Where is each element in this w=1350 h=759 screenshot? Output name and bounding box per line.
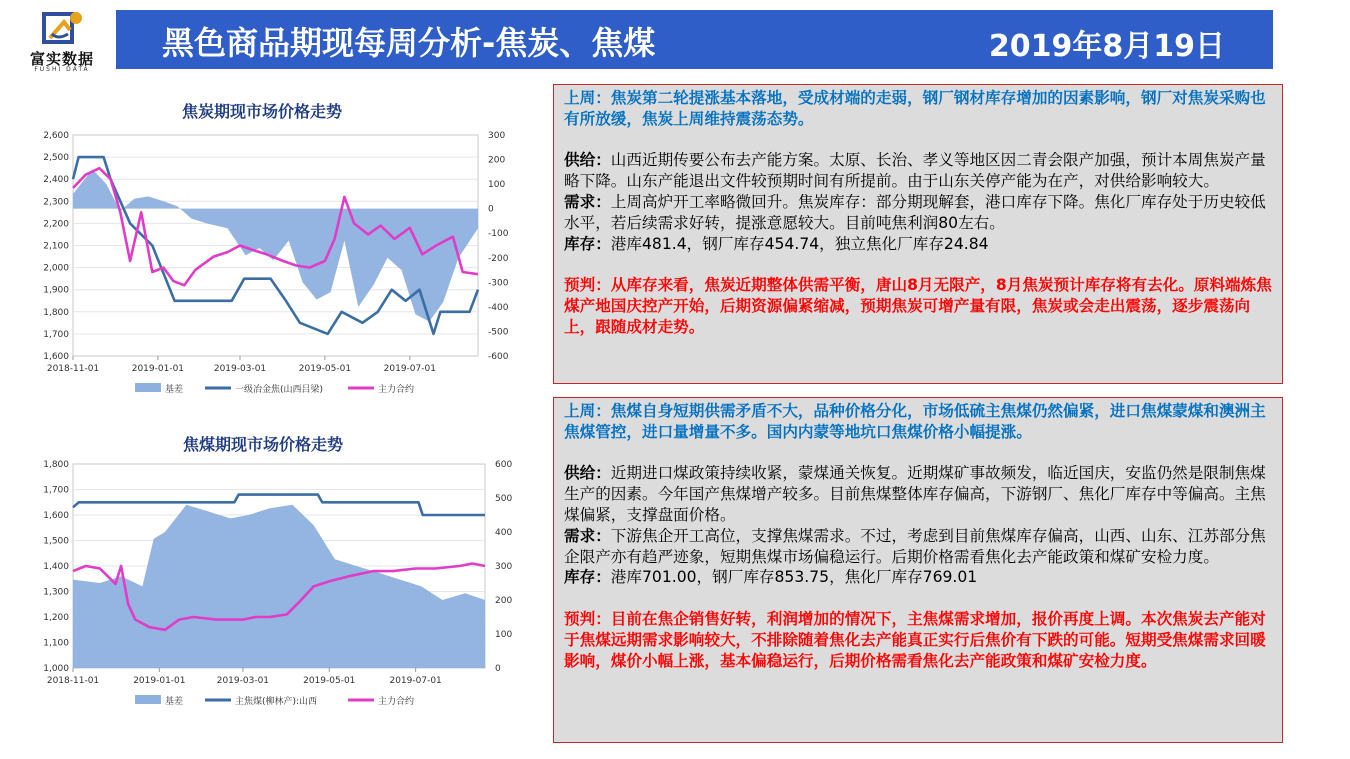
demand-paragraph [564, 526, 1272, 568]
right-tick-label: 0 [495, 664, 501, 674]
right-tick-label: 200 [488, 155, 506, 166]
coke-analysis-panel [553, 84, 1283, 384]
supply-label: 供给： [564, 464, 611, 483]
last-week-text: 焦煤自身短期供需矛盾不大，品种价格分化，市场低硫主焦煤仍然偏紧，进口焦煤蒙煤和澳洲主焦煤管控，进口量增量不多。国内内蒙等地坑口焦煤价格小幅提涨。 [564, 402, 1266, 441]
left-tick-label: 1,600 [43, 352, 69, 362]
x-tick-label: 2019-07-01 [389, 676, 442, 686]
coking-coal-analysis-panel [553, 397, 1283, 743]
forecast-text: 预判：从库存来看，焦炭近期整体供需平衡，唐山8月无限产，8月焦炭预计库存将有去化。原料端炼焦煤产地国庆控产开始，后期资源偏紧缩减，预期焦炭可增产量有限，焦炭或会走出震荡，逐步震荡向上，跟随成材走势。 [564, 276, 1272, 336]
supply-text: 近期进口煤政策持续收紧，蒙煤通关恢复。近期煤矿事故频发，临近国庆，安监仍然是限制焦煤生产的因素。今年国产焦煤增产较多。目前焦煤整体库存偏高，下游钢厂、焦化厂库存中等偏高。主焦煤偏紧，支撑盘面价格。 [564, 464, 1266, 524]
last-week-paragraph [564, 401, 1272, 443]
x-tick-label: 2019-07-01 [383, 364, 436, 374]
legend-label: 主焦煤(柳林产):山西 [235, 697, 318, 707]
right-tick-label: -500 [488, 327, 509, 338]
left-tick-label: 1,200 [43, 613, 69, 623]
left-tick-label: 1,500 [43, 536, 69, 547]
right-tick-label: 600 [495, 460, 513, 470]
left-tick-label: 1,700 [43, 485, 69, 496]
legend-label: 主力合约 [378, 697, 415, 707]
left-tick-label: 1,700 [43, 329, 69, 340]
stock-paragraph [564, 567, 1272, 588]
right-tick-label: -600 [488, 352, 509, 362]
legend-label: 主力合约 [378, 385, 415, 395]
stock-label: 库存： [564, 234, 611, 253]
forecast-text: 预判：目前在焦企销售好转，利润增加的情况下，主焦煤需求增加，报价再度上调。本次焦炭去产能对于焦煤远期需求影响较大，不排除随着焦化去产能真正实行后焦价有下跌的可能。短期受焦煤需求回暖影响，煤价小幅上涨，基本偏稳运行，后期价格需看焦化去产能政策和煤矿安检力度。 [564, 609, 1266, 670]
right-tick-label: 300 [488, 131, 506, 141]
x-tick-label: 2019-05-01 [298, 364, 352, 374]
left-tick-label: 1,600 [43, 511, 69, 521]
x-tick-label: 2018-11-01 [46, 364, 100, 374]
left-tick-label: 2,300 [43, 197, 69, 208]
right-tick-label: 0 [488, 204, 494, 215]
logo-subtitle: FUSHI DATA [34, 66, 90, 73]
legend-swatch-area [135, 695, 161, 704]
right-tick-label: -300 [488, 278, 509, 289]
right-tick-label: 100 [488, 180, 506, 191]
x-tick-label: 2019-05-01 [303, 676, 356, 686]
left-tick-label: 1,100 [43, 638, 69, 649]
demand-label: 需求： [564, 526, 611, 545]
supply-text: 山西近期传要公布去产能方案。太原、长治、孝义等地区因二青会限产加强，预计本周焦炭产量略下降。山东产能退出文件较预期时间有所提前。由于山东关停产能为在产，对供给影响较大。 [564, 151, 1266, 191]
logo-mark-icon [40, 10, 86, 48]
x-tick-label: 2019-01-01 [133, 676, 186, 686]
right-tick-label: 400 [495, 528, 513, 538]
right-tick-label: 100 [495, 630, 513, 640]
stock-paragraph [564, 234, 1272, 255]
legend-label: 基差 [165, 697, 184, 707]
left-tick-label: 1,300 [43, 587, 69, 598]
legend-label: 基差 [165, 385, 184, 395]
left-tick-label: 1,400 [43, 562, 69, 572]
left-tick-label: 1,000 [43, 664, 69, 674]
demand-text: 上周高炉开工率略微回升。焦炭库存：部分期现解套，港口库存下降。焦化厂库存处于历史较低水平，若后续需求好转，提涨意愿较大。目前吨焦利润80左右。 [564, 192, 1266, 232]
right-tick-label: -200 [488, 253, 509, 264]
demand-text: 下游焦企开工高位，支撑焦煤需求。不过，考虑到目前焦煤库存偏高，山西、山东、江苏部分焦企限产亦有趋严迹象，短期焦煤市场偏稳运行。后期价格需看焦化去产能政策和煤矿安检力度。 [564, 526, 1266, 566]
supply-paragraph [564, 150, 1272, 192]
left-tick-label: 2,200 [43, 219, 69, 230]
coking-coal-price-chart [30, 455, 530, 720]
last-week-text: 焦炭第二轮提涨基本落地，受成材端的走弱，钢厂钢材库存增加的因素影响，钢厂对焦炭采购也有所放缓，焦炭上周维持震荡态势。 [564, 89, 1266, 128]
left-tick-label: 1,900 [43, 285, 69, 296]
coking-coal-chart-title: 焦煤期现市场价格走势 [183, 435, 344, 454]
x-tick-label: 2019-01-01 [131, 364, 185, 374]
supply-label: 供给： [564, 151, 611, 170]
stock-text: 港库481.4，钢厂库存454.74，独立焦化厂库存24.84 [610, 234, 989, 253]
left-tick-label: 1,800 [43, 307, 69, 318]
left-tick-label: 2,000 [43, 263, 69, 274]
left-tick-label: 2,100 [43, 241, 69, 252]
x-tick-label: 2019-03-01 [216, 676, 270, 686]
logo-name: 富实数据 [29, 50, 94, 68]
last-week-label: 上周： [564, 89, 611, 107]
stock-text: 港库701.00，钢厂库存853.75，焦化厂库存769.01 [610, 568, 978, 587]
stock-label: 库存： [564, 568, 611, 587]
right-tick-label: -400 [488, 302, 509, 313]
right-tick-label: 500 [495, 494, 513, 504]
demand-paragraph [564, 192, 1272, 234]
x-tick-label: 2018-11-01 [46, 676, 100, 686]
coke-chart-title: 焦炭期现市场价格走势 [182, 102, 343, 121]
right-tick-label: -100 [488, 229, 509, 240]
supply-paragraph [564, 463, 1272, 525]
legend-label: 一级冶金焦(山西吕梁) [235, 385, 324, 395]
brand-logo [8, 8, 116, 74]
left-tick-label: 2,600 [43, 131, 69, 141]
left-tick-label: 2,400 [43, 175, 69, 186]
left-tick-label: 1,800 [43, 460, 69, 470]
x-tick-label: 2019-03-01 [213, 364, 267, 374]
last-week-paragraph [564, 88, 1272, 130]
demand-label: 需求： [564, 192, 611, 211]
right-tick-label: 300 [495, 562, 513, 572]
right-tick-label: 200 [495, 596, 513, 606]
page-title: 黑色商品期现每周分析-焦炭、焦煤 [162, 24, 656, 62]
coke-price-chart [30, 125, 530, 405]
legend-swatch-area [135, 383, 161, 392]
report-date: 2019年8月19日 [988, 29, 1225, 64]
left-tick-label: 2,500 [43, 153, 69, 164]
header-bar [116, 10, 1273, 69]
last-week-label: 上周： [564, 402, 611, 420]
